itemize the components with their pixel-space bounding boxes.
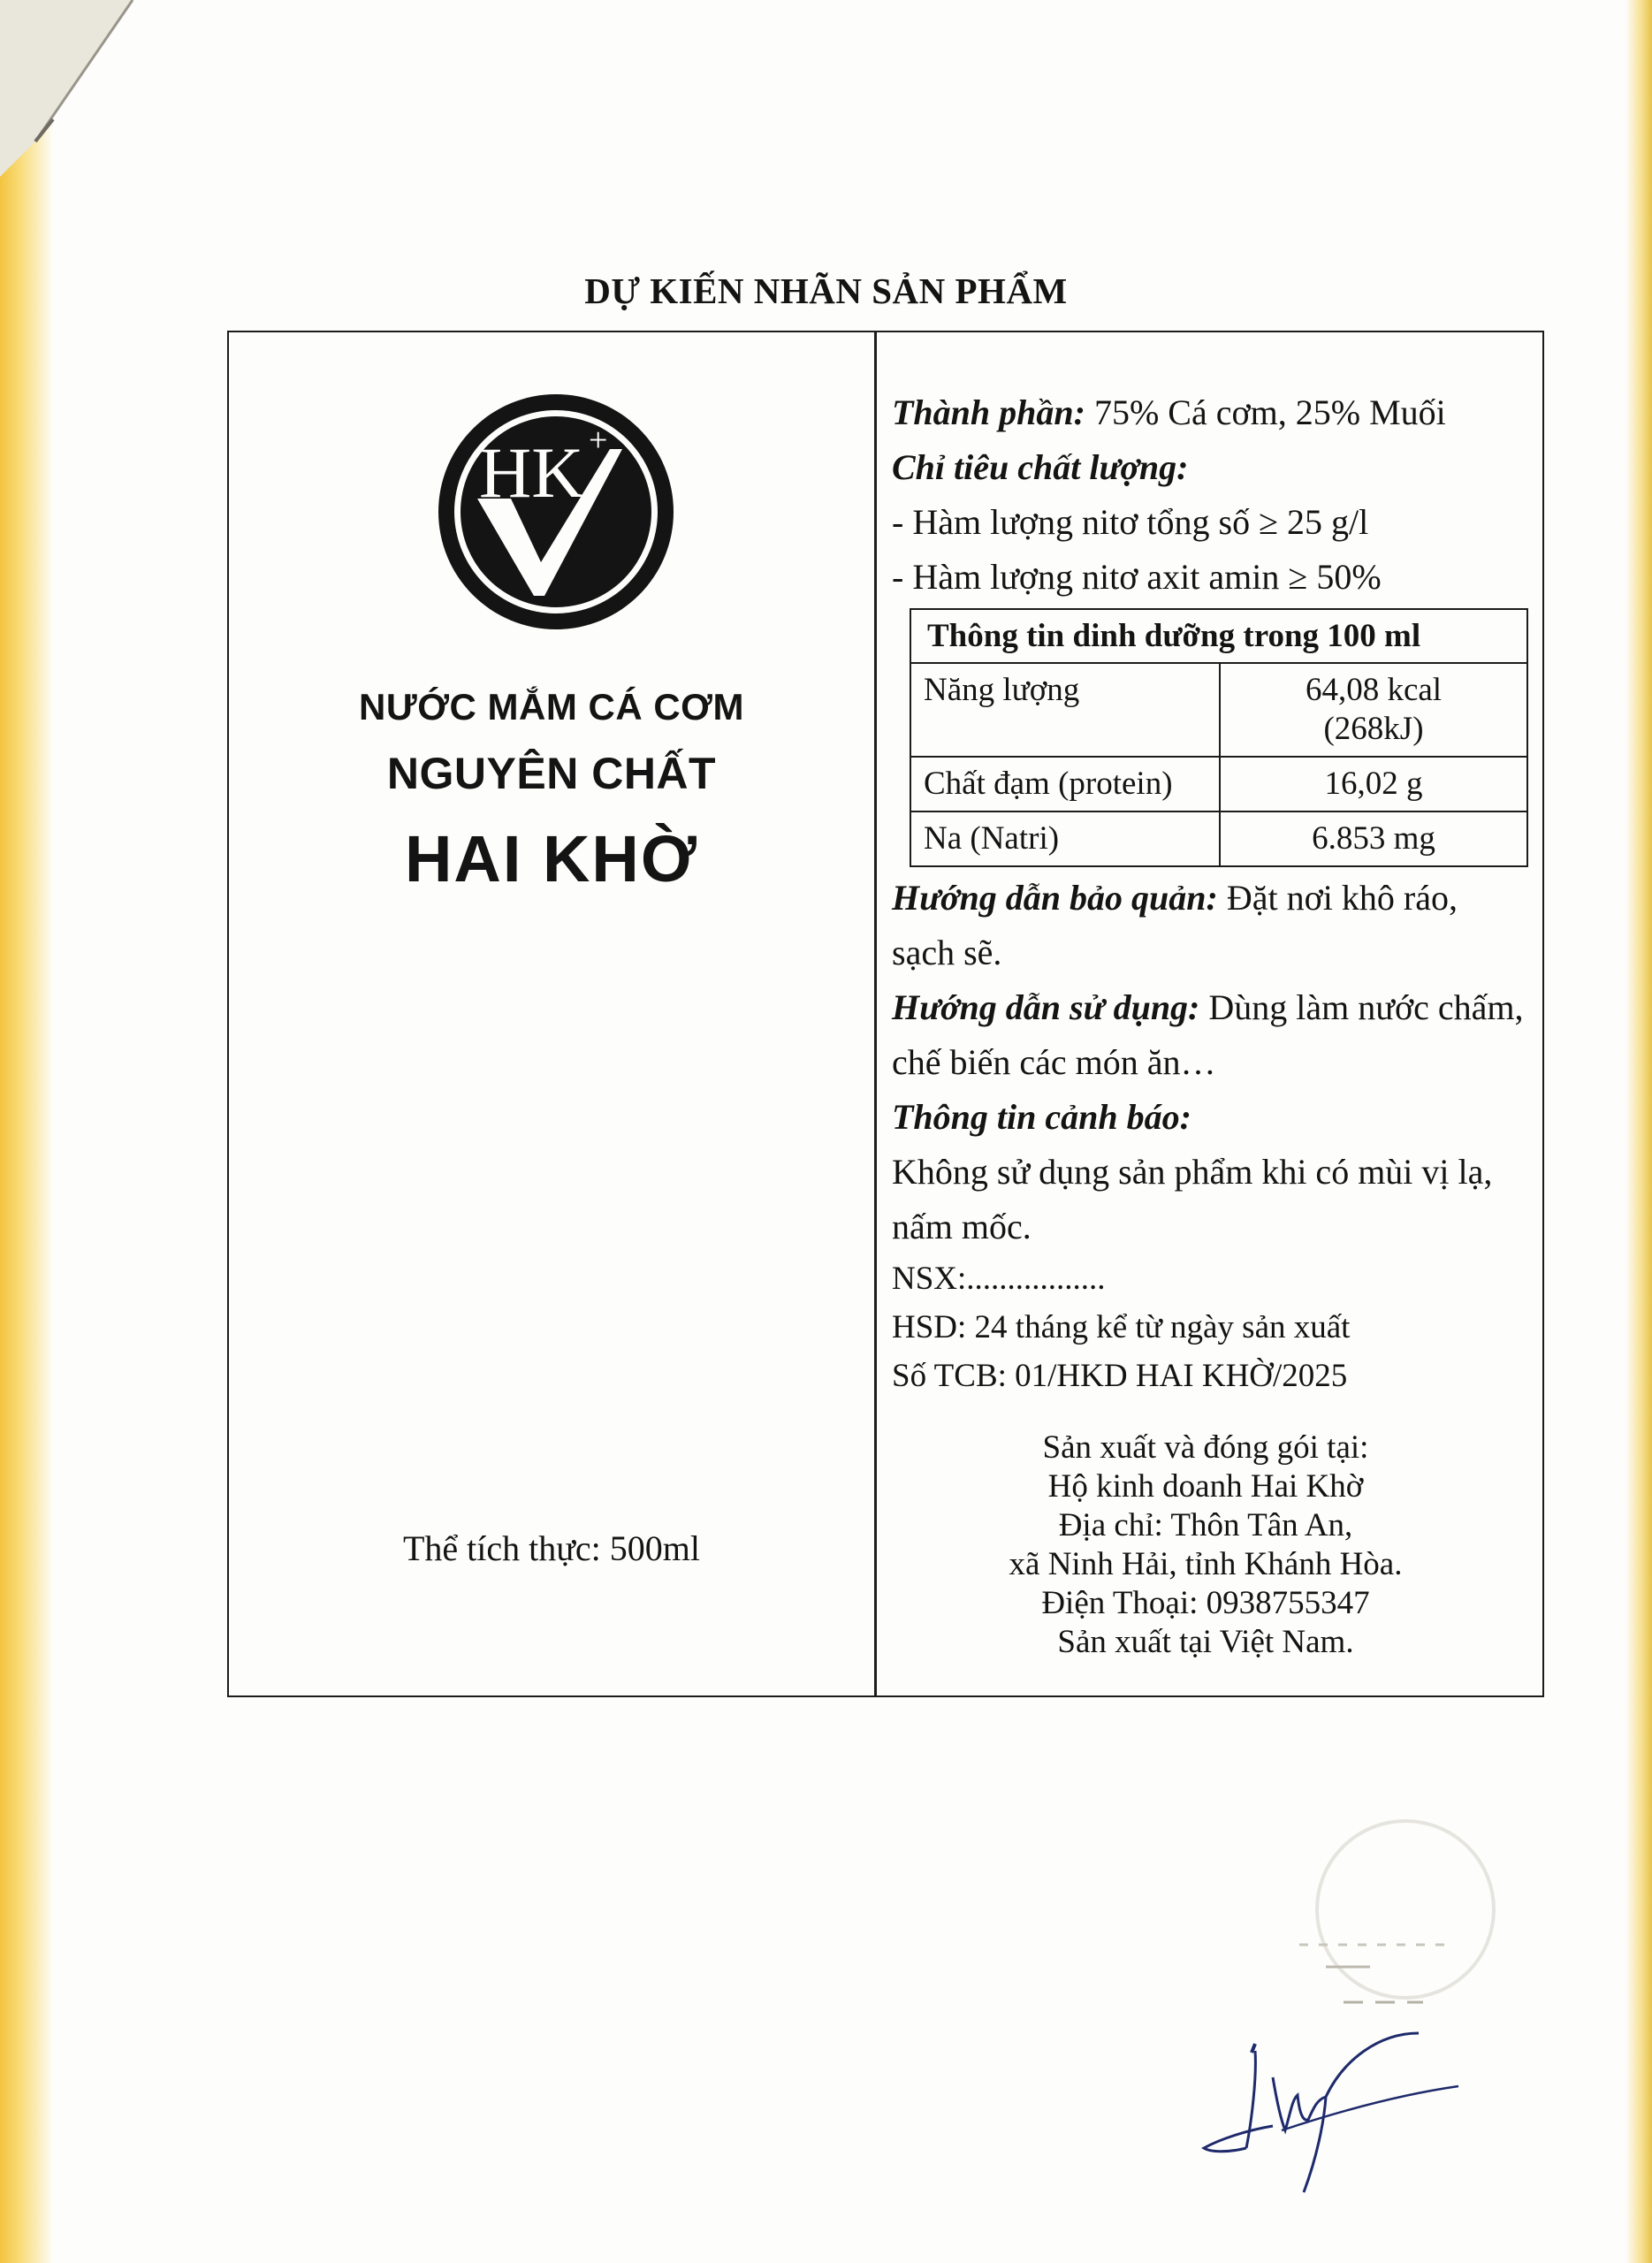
manufacture-date: NSX:................. [892, 1261, 1106, 1297]
product-type-line1: NƯỚC MẮM CÁ CƠM [359, 686, 744, 728]
producer-line: Điện Thoại: 0938755347 [1041, 1585, 1370, 1621]
nutrition-value: 16,02 g [1220, 757, 1527, 811]
producer-line: Hộ kinh doanh Hai Khờ [1047, 1468, 1364, 1505]
nutrition-row [910, 663, 1527, 757]
storage-instructions [892, 871, 1528, 980]
producer-line: Sản xuất tại Việt Nam. [1057, 1624, 1354, 1660]
product-type-line2: NGUYÊN CHẤT [386, 749, 717, 798]
ingredients-value: 75% Cá cơm, 25% Muối [1085, 392, 1446, 432]
nutrition-value-text: 64,08 kcal (268kJ) [1305, 672, 1443, 747]
nutrition-table [910, 608, 1528, 867]
nutrition-name: Chất đạm (protein) [910, 757, 1220, 811]
product-brand-name: HAI KHỜ [404, 822, 698, 895]
usage-label: Hướng dẫn sử dụng: [892, 987, 1200, 1027]
nutrition-name: Năng lượng [910, 663, 1220, 757]
nutrition-row [910, 811, 1527, 866]
nutrition-header: Thông tin dinh dưỡng trong 100 ml [910, 609, 1527, 663]
usage-value: Dùng làm nước chấm, chế biến các món ăn… [892, 987, 1524, 1082]
document-title: DỰ KIẾN NHÃN SẢN PHẨM [584, 270, 1068, 311]
signature-icon [1193, 1998, 1476, 2201]
usage-instructions [892, 980, 1528, 1090]
producer-line: xã Ninh Hải, tỉnh Khánh Hòa. [1009, 1546, 1403, 1582]
nutrition-value [1220, 663, 1527, 757]
producer-info [883, 1429, 1528, 1662]
nutrition-row [910, 757, 1527, 811]
quality-label: Chỉ tiêu chất lượng: [892, 447, 1189, 487]
hk-checkmark-logo-icon [437, 392, 675, 631]
nutrition-value: 6.853 mg [1220, 811, 1527, 866]
quality-item: - Hàm lượng nitơ axit amin ≥ 50% [892, 557, 1382, 597]
producer-line: Sản xuất và đóng gói tại: [1042, 1429, 1369, 1466]
nutrition-header-row [910, 609, 1527, 663]
label-info-panel [892, 385, 1528, 1662]
stamp-icon [1273, 1812, 1503, 2024]
expiry-info: HSD: 24 tháng kể từ ngày sản xuất [892, 1309, 1351, 1345]
net-volume: Thể tích thực: 500ml [402, 1528, 701, 1568]
standard-number: Số TCB: 01/HKD HAI KHỜ/2025 [892, 1358, 1348, 1394]
page-corner-fold [0, 0, 230, 177]
producer-line: Địa chỉ: Thôn Tân An, [1058, 1507, 1353, 1543]
logo-text: HK [479, 432, 584, 513]
storage-value: Đặt nơi khô ráo, sạch sẽ. [892, 878, 1458, 972]
warning-text: Không sử dụng sản phẩm khi có mùi vị lạ, nấm mốc. [892, 1152, 1493, 1246]
paper-edge-left [0, 0, 53, 2263]
label-divider [874, 332, 877, 1695]
logo-superscript: + [589, 422, 608, 459]
nutrition-name: Na (Natri) [910, 811, 1220, 866]
ingredients-label: Thành phần: [892, 392, 1085, 432]
label-frame [227, 331, 1544, 1697]
ingredients [892, 385, 1528, 440]
storage-label: Hướng dẫn bảo quản: [892, 878, 1218, 918]
paper-edge-right [1625, 0, 1652, 2263]
quality-item: - Hàm lượng nitơ tổng số ≥ 25 g/l [892, 502, 1369, 542]
warning-label: Thông tin cảnh báo: [892, 1097, 1191, 1137]
